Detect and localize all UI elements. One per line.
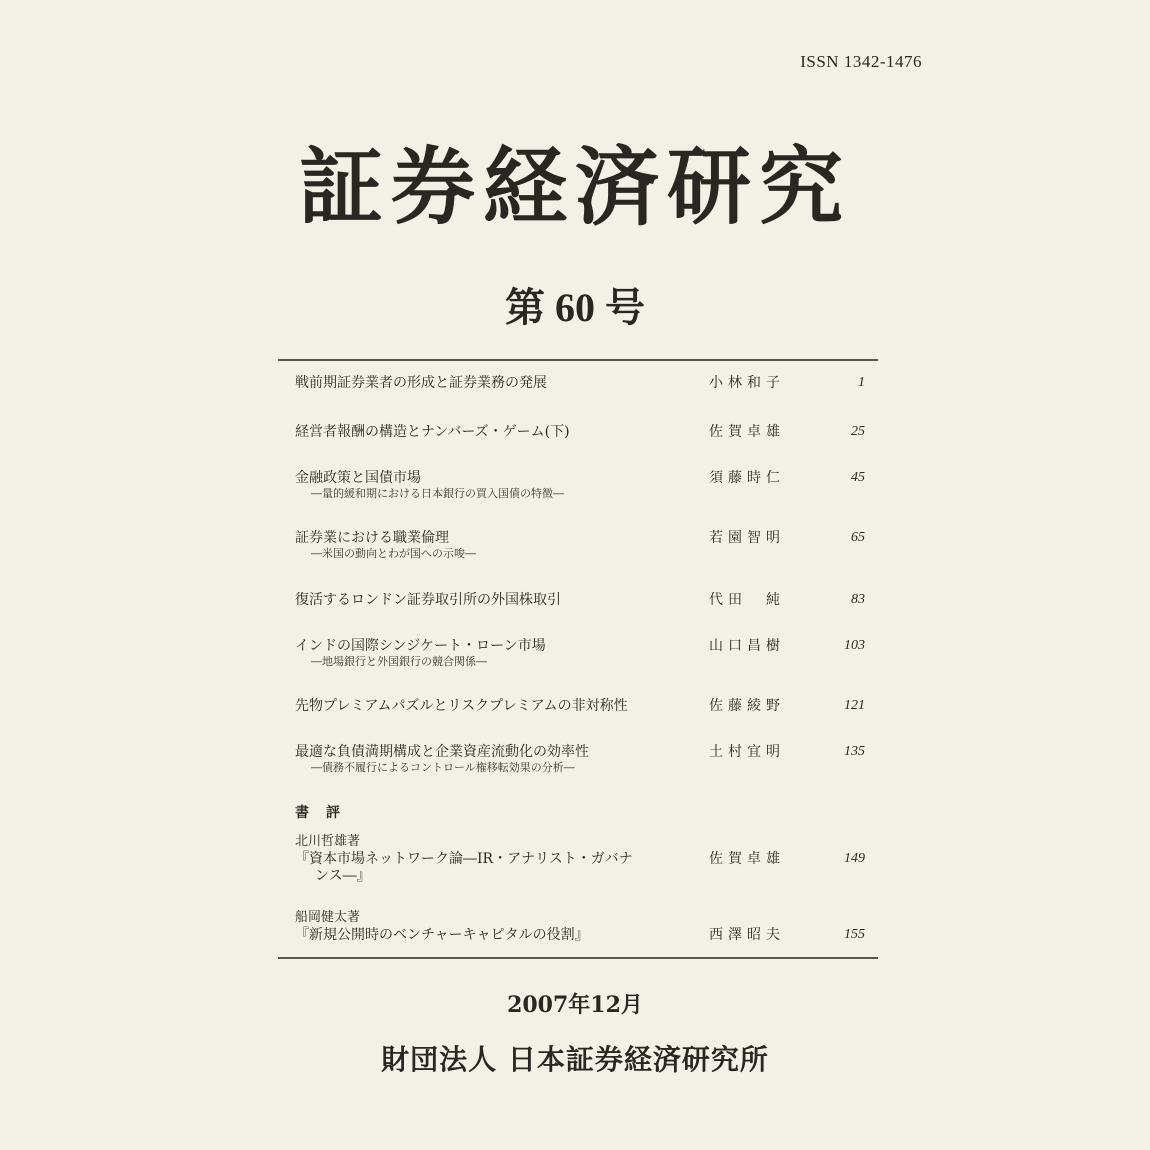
article-author: 土村宜明 xyxy=(709,744,785,760)
bottom-divider xyxy=(278,957,878,959)
issn: ISSN 1342-1476 xyxy=(800,52,922,71)
review-author: 西澤昭夫 xyxy=(709,927,785,943)
article-page: 1 xyxy=(858,375,865,390)
article-title: インドの国際シンジケート・ローン市場 xyxy=(295,638,546,654)
article-subtitle: ―債務不履行によるコントロール権移転効果の分析― xyxy=(311,761,575,774)
article-title: 証券業における職業倫理 xyxy=(295,530,449,546)
article-page: 103 xyxy=(844,638,865,653)
article-subtitle: ―米国の動向とわが国への示唆― xyxy=(311,547,476,560)
article-author: 山口昌樹 xyxy=(709,638,785,654)
journal-title: 証券経済研究 xyxy=(298,137,851,236)
reviewed-book-title: 『資本市場ネットワーク論―IR・アナリスト・ガバナ xyxy=(295,851,633,867)
issue-number xyxy=(0,278,1150,338)
reviewed-book-title-continued: ンス―』 xyxy=(315,868,371,884)
article-author: 小林和子 xyxy=(709,375,785,391)
article-subtitle: ―地場銀行と外国銀行の競合関係― xyxy=(311,655,487,668)
review-page: 149 xyxy=(844,851,865,866)
issue-suffix: 号 xyxy=(605,284,645,331)
article-page: 121 xyxy=(844,698,865,713)
review-author: 佐賀卓雄 xyxy=(709,851,785,867)
top-divider xyxy=(278,359,878,361)
publisher-name: 財団法人 日本証券経済研究所 xyxy=(381,1043,769,1076)
article-page: 25 xyxy=(851,424,865,439)
article-title: 戦前期証券業者の形成と証券業務の発展 xyxy=(295,375,547,391)
article-page: 45 xyxy=(851,470,865,485)
review-page: 155 xyxy=(844,927,865,942)
article-author: 佐藤綾野 xyxy=(709,698,785,714)
article-subtitle: ―量的緩和期における日本銀行の買入国債の特徴― xyxy=(311,487,564,500)
article-page: 83 xyxy=(851,592,865,607)
article-author: 代田 純 xyxy=(709,592,785,608)
article-author: 若園智明 xyxy=(709,530,785,546)
article-title: 復活するロンドン証券取引所の外国株取引 xyxy=(295,592,561,608)
reviews-heading: 書 評 xyxy=(295,805,346,821)
article-title: 金融政策と国債市場 xyxy=(295,470,421,486)
article-title: 経営者報酬の構造とナンバーズ・ゲーム(下) xyxy=(295,424,570,440)
article-title: 先物プレミアムパズルとリスクプレミアムの非対称性 xyxy=(295,698,628,714)
reviewed-book-title: 『新規公開時のベンチャーキャピタルの役割』 xyxy=(295,927,589,943)
reviewed-book-author: 船岡健太著 xyxy=(295,910,361,925)
article-author: 佐賀卓雄 xyxy=(709,424,785,440)
reviewed-book-author: 北川哲雄著 xyxy=(295,834,361,849)
article-page: 65 xyxy=(851,530,865,545)
publication-date: 2007年12月 xyxy=(507,992,643,1018)
article-author: 須藤時仁 xyxy=(709,470,785,486)
issue-number-value: 60 xyxy=(555,285,595,330)
issue-prefix: 第 xyxy=(505,284,545,331)
article-page: 135 xyxy=(844,744,865,759)
article-title: 最適な負債満期構成と企業資産流動化の効率性 xyxy=(295,744,589,760)
